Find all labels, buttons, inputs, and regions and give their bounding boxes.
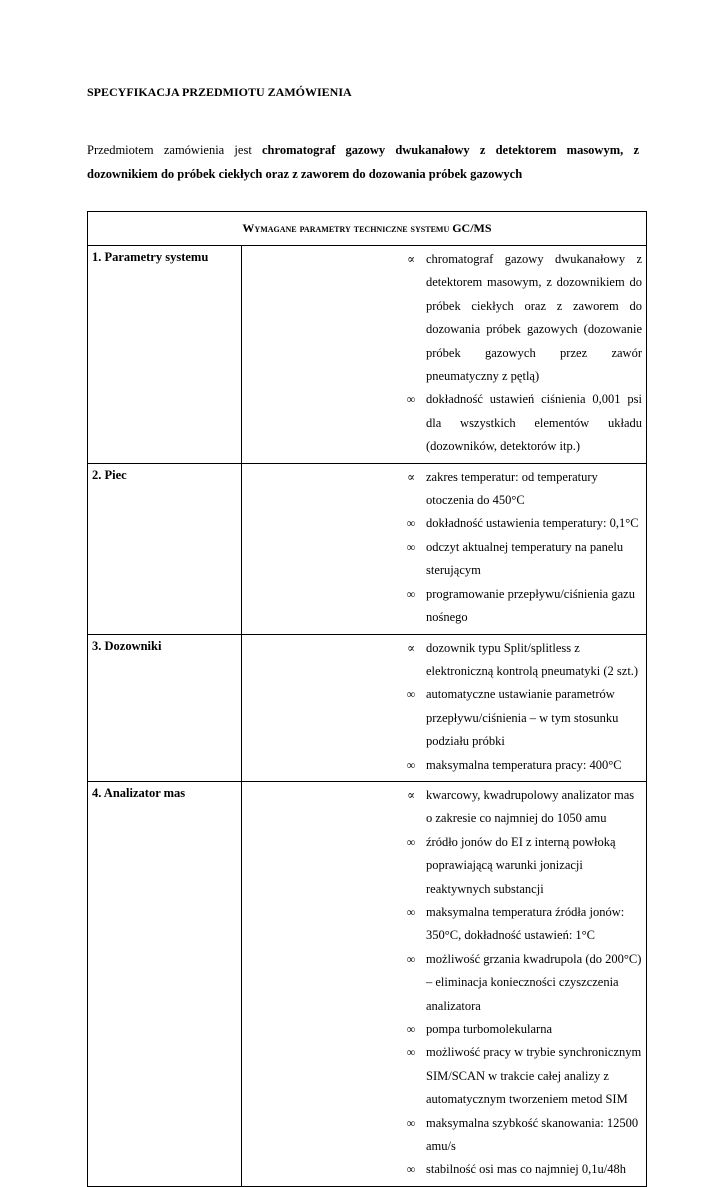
intro-prefix: Przedmiotem zamówienia jest — [87, 143, 262, 157]
list-item: ∞ odczyt aktualnej temperatury na panelu sterującym — [242, 536, 642, 583]
spec-table — [87, 211, 647, 1187]
bullet-icon: ∞ — [406, 1115, 416, 1130]
list-item: ∝ zakres temperatur: od temperatury otoczenia do 450°C — [242, 466, 642, 513]
row-label: 2. Piec — [88, 463, 242, 634]
list-item: ∞ dokładność ustawień ciśnienia 0,001 psi dla wszystkich elementów układu (dozowników, detektorów itp.) — [242, 388, 642, 458]
bullet-icon: ∞ — [406, 1162, 416, 1177]
bullet-icon: ∞ — [406, 1045, 416, 1060]
row-content — [242, 781, 647, 1186]
table-header-row — [88, 212, 647, 246]
row-content — [242, 463, 647, 634]
row-label: 4. Analizator mas — [88, 781, 242, 1186]
list-item: ∝ dozownik typu Split/splitless z elektroniczną kontrolą pneumatyki (2 szt.) — [242, 637, 642, 684]
list-item: ∞ dokładność ustawienia temperatury: 0,1°C — [242, 512, 642, 535]
intro-paragraph — [87, 138, 639, 186]
list-item: ∞ maksymalna szybkość skanowania: 12500 amu/s — [242, 1112, 642, 1159]
list-item: ∞ programowanie przepływu/ciśnienia gazu nośnego — [242, 583, 642, 630]
bullet-icon: ∞ — [406, 757, 416, 772]
row-content — [242, 246, 647, 464]
table-row — [88, 781, 647, 1186]
intro-bold: chromatograf gazowy dwukanałowy z detektorem masowym, z dozownikiem do próbek ciekłych oraz z zaworem do dozowania próbek gazowych — [87, 143, 639, 181]
list-item: ∞ stabilność osi mas co najmniej 0,1u/48h — [242, 1158, 642, 1181]
table-row — [88, 246, 647, 464]
bullet-icon: ∞ — [406, 904, 416, 919]
bullet-icon: ∝ — [406, 469, 416, 484]
table-row — [88, 634, 647, 781]
list-item: ∝ kwarcowy, kwadrupolowy analizator mas o zakresie co najmniej do 1050 amu — [242, 784, 642, 831]
list-item: ∝ chromatograf gazowy dwukanałowy z detektorem masowym, z dozownikiem do próbek ciekłych oraz z zaworem do dozowania próbek gazowych (dozowanie próbek gazowych przez zawór pneumatyczny z pętlą) — [242, 248, 642, 388]
bullet-icon: ∞ — [406, 834, 416, 849]
list-item: ∞ źródło jonów do EI z interną powłoką poprawiającą warunki jonizacji reaktywnych substancji — [242, 831, 642, 901]
list-item: ∞ pompa turbomolekularna — [242, 1018, 642, 1041]
bullet-icon: ∞ — [406, 516, 416, 531]
bullet-icon: ∞ — [406, 1022, 416, 1036]
table-row — [88, 463, 647, 634]
list-item: ∞ możliwość pracy w trybie synchronicznym SIM/SCAN w trakcie całej analizy z automatycznym tworzeniem metod SIM — [242, 1041, 642, 1111]
bullet-icon: ∝ — [406, 787, 416, 802]
row-content — [242, 634, 647, 781]
row-label: 1. Parametry systemu — [88, 246, 242, 464]
bullet-icon: ∞ — [406, 687, 416, 702]
list-item: ∞ maksymalna temperatura źródła jonów: 350°C, dokładność ustawień: 1°C — [242, 901, 642, 948]
bullet-icon: ∞ — [406, 586, 416, 601]
table-header: Wymagane parametry techniczne systemu GC/MS — [88, 212, 647, 246]
list-item: ∞ możliwość grzania kwadrupola (do 200°C) – eliminacja konieczności czyszczenia analizatora — [242, 948, 642, 1018]
bullet-icon: ∝ — [406, 252, 416, 266]
bullet-icon: ∞ — [406, 951, 416, 966]
bullet-icon: ∞ — [406, 392, 416, 407]
row-label: 3. Dozowniki — [88, 634, 242, 781]
list-item: ∞ automatyczne ustawianie parametrów przepływu/ciśnienia – w tym stosunku podziału próbki — [242, 683, 642, 753]
bullet-icon: ∞ — [406, 539, 416, 554]
bullet-icon: ∝ — [406, 640, 416, 655]
document-title: SPECYFIKACJA PRZEDMIOTU ZAMÓWIENIA — [87, 85, 352, 99]
list-item: ∞ maksymalna temperatura pracy: 400°C — [242, 754, 642, 777]
